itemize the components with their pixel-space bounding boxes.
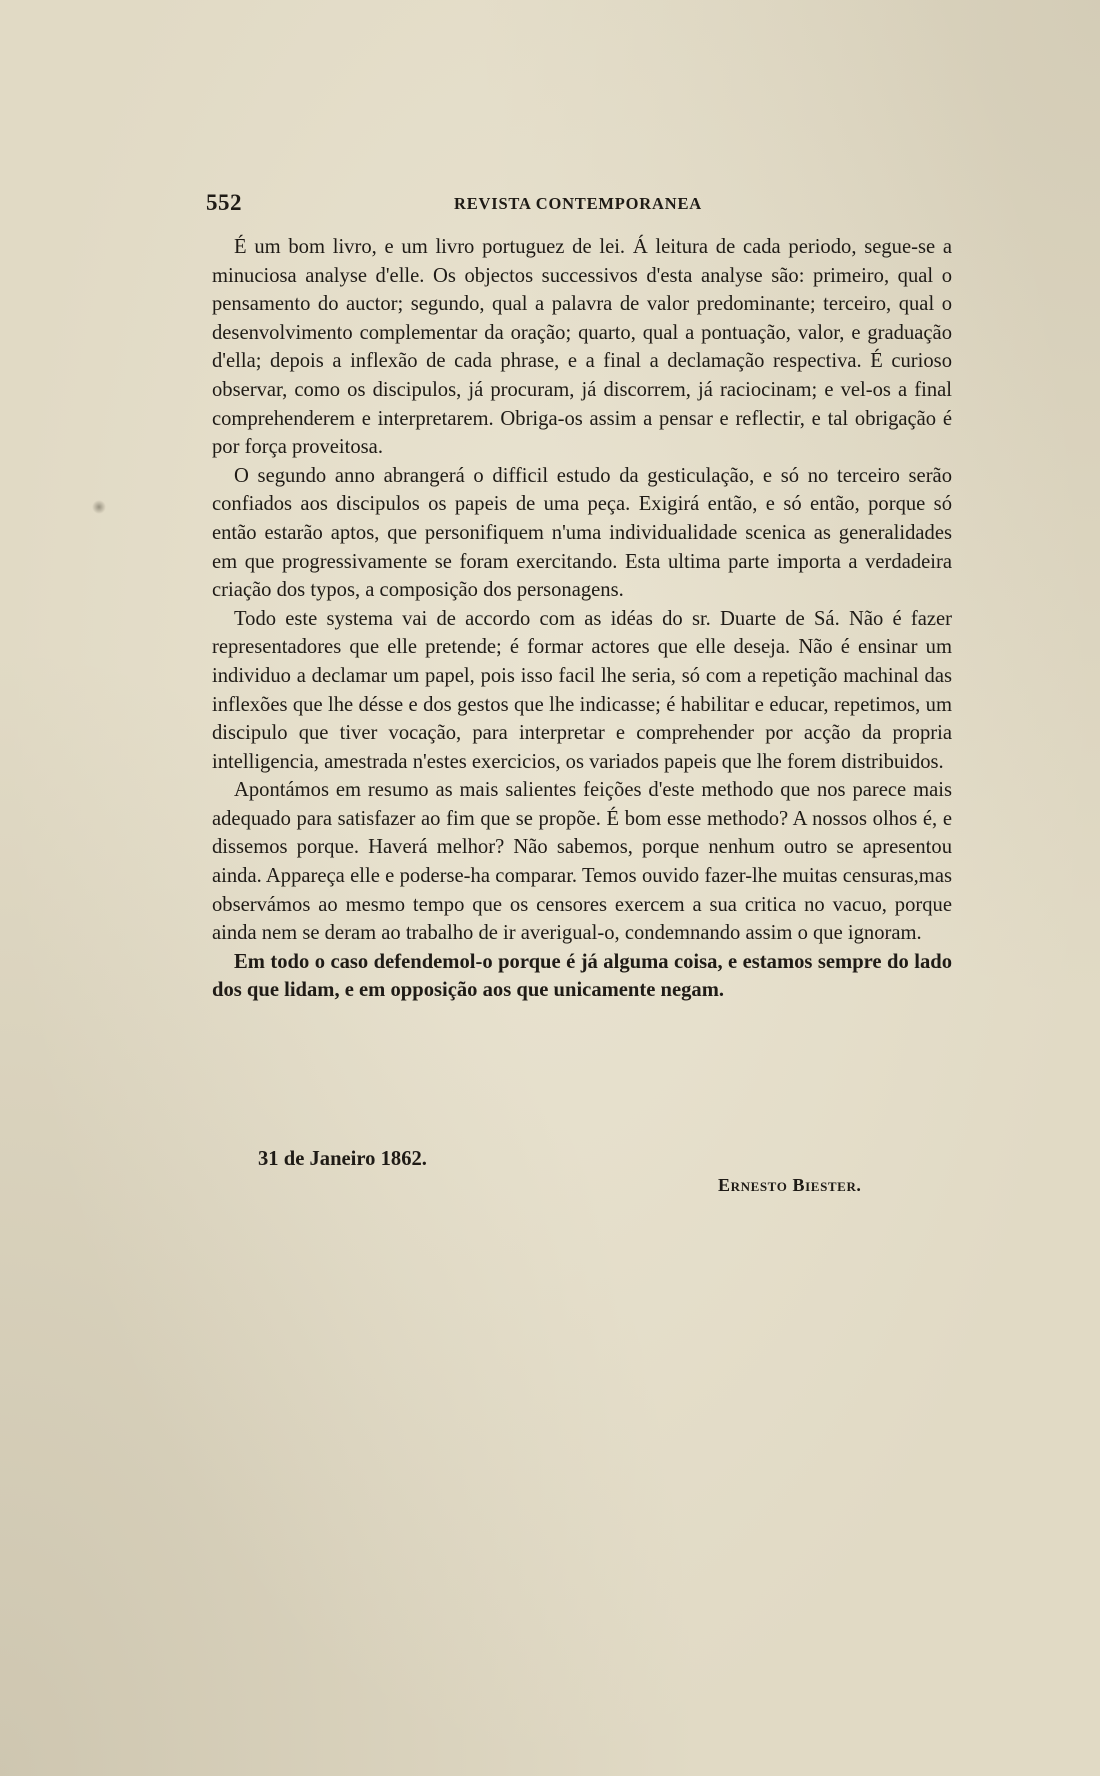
paragraph: Apontámos em resumo as mais salientes feições d'este methodo que nos parece mais adequado para satisfazer ao fim que se propõe. É bom esse methodo? A nossos olhos é, e dissemos porque. Haverá melhor? Não sabemos, porque nenhum outro se apresentou ainda. Appareça elle e poderse-ha comparar. Temos ouvido fazer-lhe muitas censuras,mas observámos ao mesmo tempo que os censores exercem a sua critica no vacuo, porque ainda nem se deram ao trabalho de ir averigual-o, condemnando assim o que ignoram. (212, 779, 952, 945)
page-number: 552 (206, 190, 242, 215)
paragraph: Todo este systema vai de accordo com as idéas do sr. Duarte de Sá. Não é fazer representadores que elle pretende; é formar actores que elle deseja. Não é ensinar um individuo a declamar um papel, pois isso facil lhe seria, só com a repetição machinal das inflexões que lhe désse e dos gestos que lhe indicasse; é habilitar e educar, repetimos, um discipulo que tiver vocação, para interpretar e comprehender por acção da propria intelligencia, amestrada n'estes exercicios, os variados papeis que lhe forem distribuidos. (212, 607, 952, 773)
dateline: 31 de Janeiro 1862. (258, 1148, 427, 1170)
ink-spot (92, 500, 106, 514)
article-body (212, 233, 952, 1005)
page-header (206, 190, 950, 220)
running-title: REVISTA CONTEMPORANEA (454, 194, 702, 213)
closing-paragraph: Em todo o caso defendemol-o porque é já alguma coisa, e estamos sempre do lado dos que lidam, e em opposição aos que unicamente negam. (212, 950, 952, 1002)
paragraph: O segundo anno abrangerá o difficil estudo da gesticulação, e só no terceiro serão confiados aos discipulos os papeis de uma peça. Exigirá então, e só então, porque só então estarão aptos, que personifiquem n'uma individualidade scenica as generalidades em que progressivamente se foram exercitando. Esta ultima parte importa a verdadeira criação dos typos, a composição dos personagens. (212, 464, 952, 602)
author-signature: Ernesto Biester. (718, 1175, 862, 1195)
paragraph: É um bom livro, e um livro portuguez de lei. Á leitura de cada periodo, segue-se a minuciosa analyse d'elle. Os objectos successivos d'esta analyse são: primeiro, qual o pensamento do auctor; segundo, qual a palavra de valor predominante; terceiro, qual o desenvolvimento complementar da oração; quarto, qual a pontuação, valor, e graduação d'ella; depois a inflexão de cada phrase, e a final a declamação respectiva. É curioso observar, como os discipulos, já procuram, já discorrem, já raciocinam; e vel-os a final comprehenderem e interpretarem. Obriga-os assim a pensar e reflectir, e tal obrigação é por força proveitosa. (212, 236, 952, 459)
